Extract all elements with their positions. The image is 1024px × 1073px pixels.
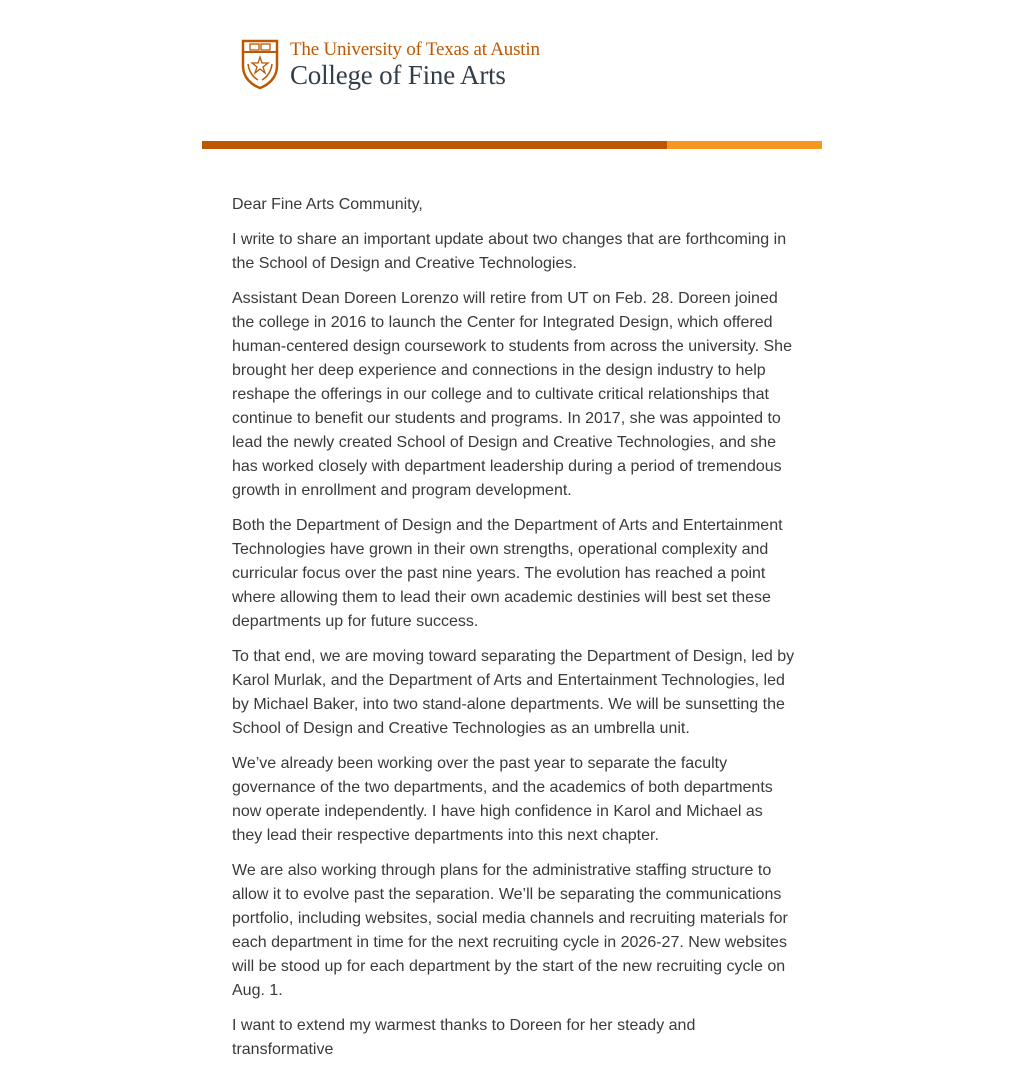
- paragraph: We are also working through plans for the administrative staffing structure to allow it to evolve past the separation. We’ll be separating the communications portfolio, including websites, social media channels and recruiting materials for each department in time for the next recruiting cycle in 2026-27. New websites will be stood up for each department by the start of the new recruiting cycle on Aug. 1.: [232, 862, 788, 999]
- paragraph: I want to extend my warmest thanks to Doreen for her steady and transformative: [232, 1017, 696, 1058]
- letter-body: [232, 193, 797, 1073]
- paragraph: To that end, we are moving toward separating the Department of Design, led by Karol Murlak, and the Department of Arts and Entertainment Technologies, led by Michael Baker, into two stand-alone departments. We will be sunsetting the School of Design and Creative Technologies as an umbrella unit.: [232, 648, 795, 737]
- paragraph: I write to share an important update about two changes that are forthcoming in the School of Design and Creative Technologies.: [232, 231, 787, 272]
- salutation: Dear Fine Arts Community,: [232, 196, 423, 213]
- paragraph: We’ve already been working over the past year to separate the faculty governance of the two departments, and the academics of both departments now operate independently. I have high confidence in Karol and Michael as they lead their respective departments into this next chapter.: [232, 755, 773, 844]
- paragraph: Assistant Dean Doreen Lorenzo will retire from UT on Feb. 28. Doreen joined the college in 2016 to launch the Center for Integrated Design, which offered human-centered design coursework to students from across the university. She brought her deep experience and connections in the design industry to help reshape the offerings in our college and to cultivate critical relationships that continue to benefit our students and programs. In 2017, she was appointed to lead the newly created School of Design and Creative Technologies, and she has worked closely with department leadership during a period of tremendous growth in enrollment and program development.: [232, 290, 792, 499]
- paragraph: Both the Department of Design and the Department of Arts and Entertainment Technologies have grown in their own strengths, operational complexity and curricular focus over the past nine years. The evolution has reached a point where allowing them to lead their own academic destinies will best set these departments up for future success.: [232, 517, 783, 630]
- university-name: The University of Texas at Austin: [290, 39, 540, 60]
- header-divider: [202, 141, 822, 149]
- divider-light-orange: [667, 141, 822, 149]
- ut-shield-icon: [240, 38, 280, 90]
- college-header: [240, 38, 540, 90]
- divider-burnt-orange: [202, 141, 667, 149]
- college-name: College of Fine Arts: [290, 60, 506, 90]
- college-wordmark: [290, 39, 540, 89]
